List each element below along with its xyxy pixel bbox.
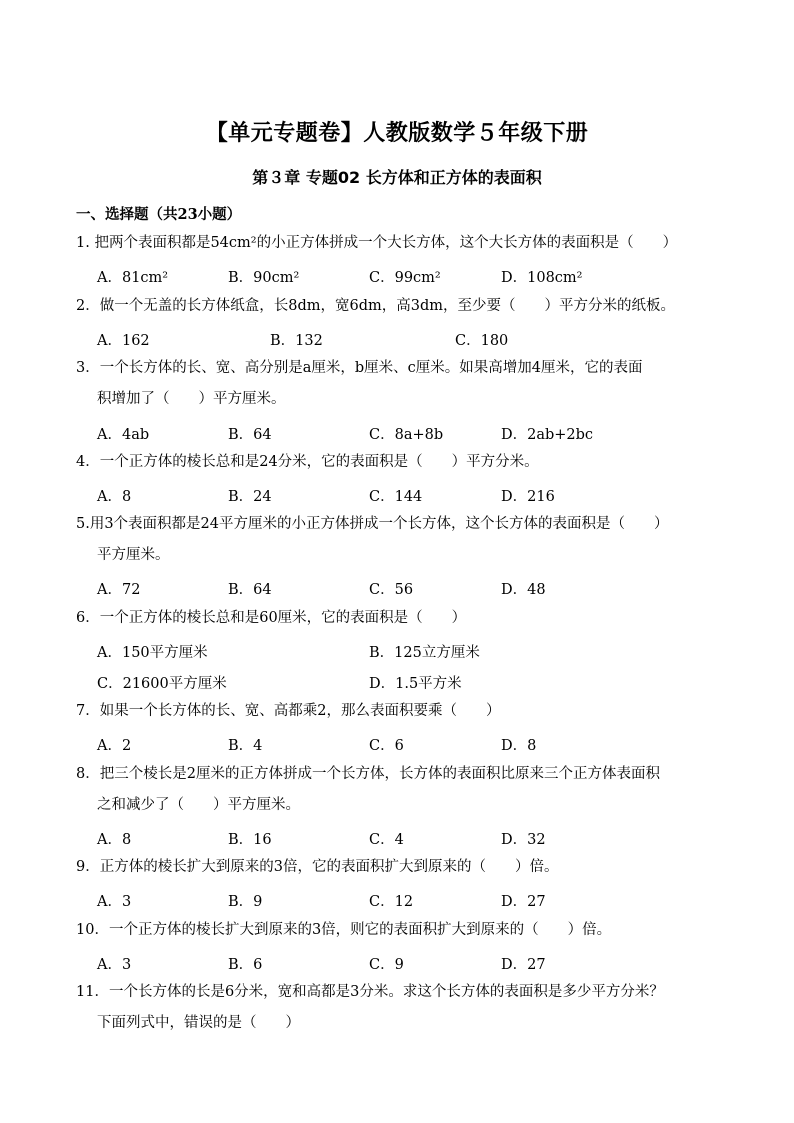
question-3-stem-line1: 3．一个长方体的长、宽、高分别是a厘米，b厘米、c厘米。如果高增加4厘米，它的表面 — [76, 360, 643, 376]
question-3-option-b[interactable]: B．64 — [228, 427, 272, 443]
question-3-stem — [76, 353, 726, 415]
question-10-option-a[interactable]: A．3 — [97, 957, 132, 973]
question-6-option-a[interactable]: A．150平方厘米 — [97, 645, 208, 661]
question-5-stem-line1: 5.用3个表面积都是24平方厘米的小正方体拼成一个长方体，这个长方体的表面积是（ ） — [76, 516, 669, 532]
question-9-option-b[interactable]: B．9 — [228, 894, 263, 910]
question-5-stem-line2: 平方厘米。 — [97, 547, 170, 563]
question-3-stem-line2: 积增加了（ ）平方厘米。 — [97, 391, 286, 407]
question-1-option-d[interactable]: D．108cm² — [501, 270, 583, 286]
question-10-option-d[interactable]: D．27 — [501, 957, 546, 973]
question-9-stem: 9．正方体的棱长扩大到原来的3倍，它的表面积扩大到原来的（ ）倍。 — [76, 859, 559, 875]
question-5-option-a[interactable]: A．72 — [97, 582, 141, 598]
question-1-option-a[interactable]: A．81cm² — [97, 270, 169, 286]
question-8-stem-line2: 之和减少了（ ）平方厘米。 — [97, 797, 300, 813]
question-1-option-b[interactable]: B．90cm² — [228, 270, 300, 286]
question-9-option-c[interactable]: C．12 — [369, 894, 414, 910]
question-3-option-d[interactable]: D．2ab+2bc — [501, 427, 594, 443]
question-8-option-c[interactable]: C．4 — [369, 832, 404, 848]
question-7-option-a[interactable]: A．2 — [97, 738, 132, 754]
question-2-option-a[interactable]: A．162 — [97, 333, 150, 349]
question-11-stem-line2: 下面列式中，错误的是（ ） — [97, 1015, 300, 1031]
question-2-stem: 2．做一个无盖的长方体纸盒，长8dm，宽6dm，高3dm，至少要（ ）平方分米的纸板。 — [76, 298, 675, 314]
question-2-option-b[interactable]: B．132 — [270, 333, 323, 349]
question-8-option-a[interactable]: A．8 — [97, 832, 132, 848]
question-8-stem — [76, 759, 726, 821]
question-4-option-b[interactable]: B．24 — [228, 489, 272, 505]
question-4-stem: 4．一个正方体的棱长总和是24分米，它的表面积是（ ）平方分米。 — [76, 454, 539, 470]
question-6-option-d[interactable]: D．1.5平方米 — [369, 676, 462, 692]
question-6-option-c[interactable]: C．21600平方厘米 — [97, 676, 227, 692]
question-8-option-b[interactable]: B．16 — [228, 832, 272, 848]
question-2-option-c[interactable]: C．180 — [455, 333, 509, 349]
section-heading: 一、选择题（共23小题） — [76, 206, 242, 223]
question-1-option-c[interactable]: C．99cm² — [369, 270, 441, 286]
question-4-option-d[interactable]: D．216 — [501, 489, 555, 505]
question-3-option-a[interactable]: A．4ab — [97, 427, 150, 443]
question-6-stem: 6．一个正方体的棱长总和是60厘米，它的表面积是（ ） — [76, 610, 467, 626]
question-4-option-a[interactable]: A．8 — [97, 489, 132, 505]
question-8-option-d[interactable]: D．32 — [501, 832, 546, 848]
question-7-stem: 7．如果一个长方体的长、宽、高都乘2，那么表面积要乘（ ） — [76, 703, 501, 719]
question-5-option-d[interactable]: D．48 — [501, 582, 546, 598]
question-10-option-b[interactable]: B．6 — [228, 957, 263, 973]
question-9-option-d[interactable]: D．27 — [501, 894, 546, 910]
question-10-stem: 10．一个正方体的棱长扩大到原来的3倍，则它的表面积扩大到原来的（ ）倍。 — [76, 922, 612, 938]
question-8-stem-line1: 8．把三个棱长是2厘米的正方体拼成一个长方体，长方体的表面积比原来三个正方体表面积 — [76, 766, 660, 782]
question-5-stem — [76, 509, 726, 571]
question-7-option-b[interactable]: B．4 — [228, 738, 263, 754]
page-subtitle: 第３章 专题02 长方体和正方体的表面积 — [252, 168, 542, 187]
question-6-option-b[interactable]: B．125立方厘米 — [369, 645, 480, 661]
question-11-stem — [76, 977, 726, 1039]
question-3-option-c[interactable]: C．8a+8b — [369, 427, 444, 443]
question-5-option-b[interactable]: B．64 — [228, 582, 272, 598]
question-7-option-c[interactable]: C．6 — [369, 738, 404, 754]
question-7-option-d[interactable]: D．8 — [501, 738, 537, 754]
question-9-option-a[interactable]: A．3 — [97, 894, 132, 910]
question-11-stem-line1: 11．一个长方体的长是6分米，宽和高都是3分米。求这个长方体的表面积是多少平方分米？ — [76, 984, 664, 1000]
question-1-stem: 1. 把两个表面积都是54cm²的小正方体拼成一个大长方体，这个大长方体的表面积是（ ） — [76, 235, 678, 251]
question-10-option-c[interactable]: C．9 — [369, 957, 404, 973]
question-5-option-c[interactable]: C．56 — [369, 582, 414, 598]
page-title: 【单元专题卷】人教版数学５年级下册 — [205, 121, 589, 146]
question-4-option-c[interactable]: C．144 — [369, 489, 423, 505]
